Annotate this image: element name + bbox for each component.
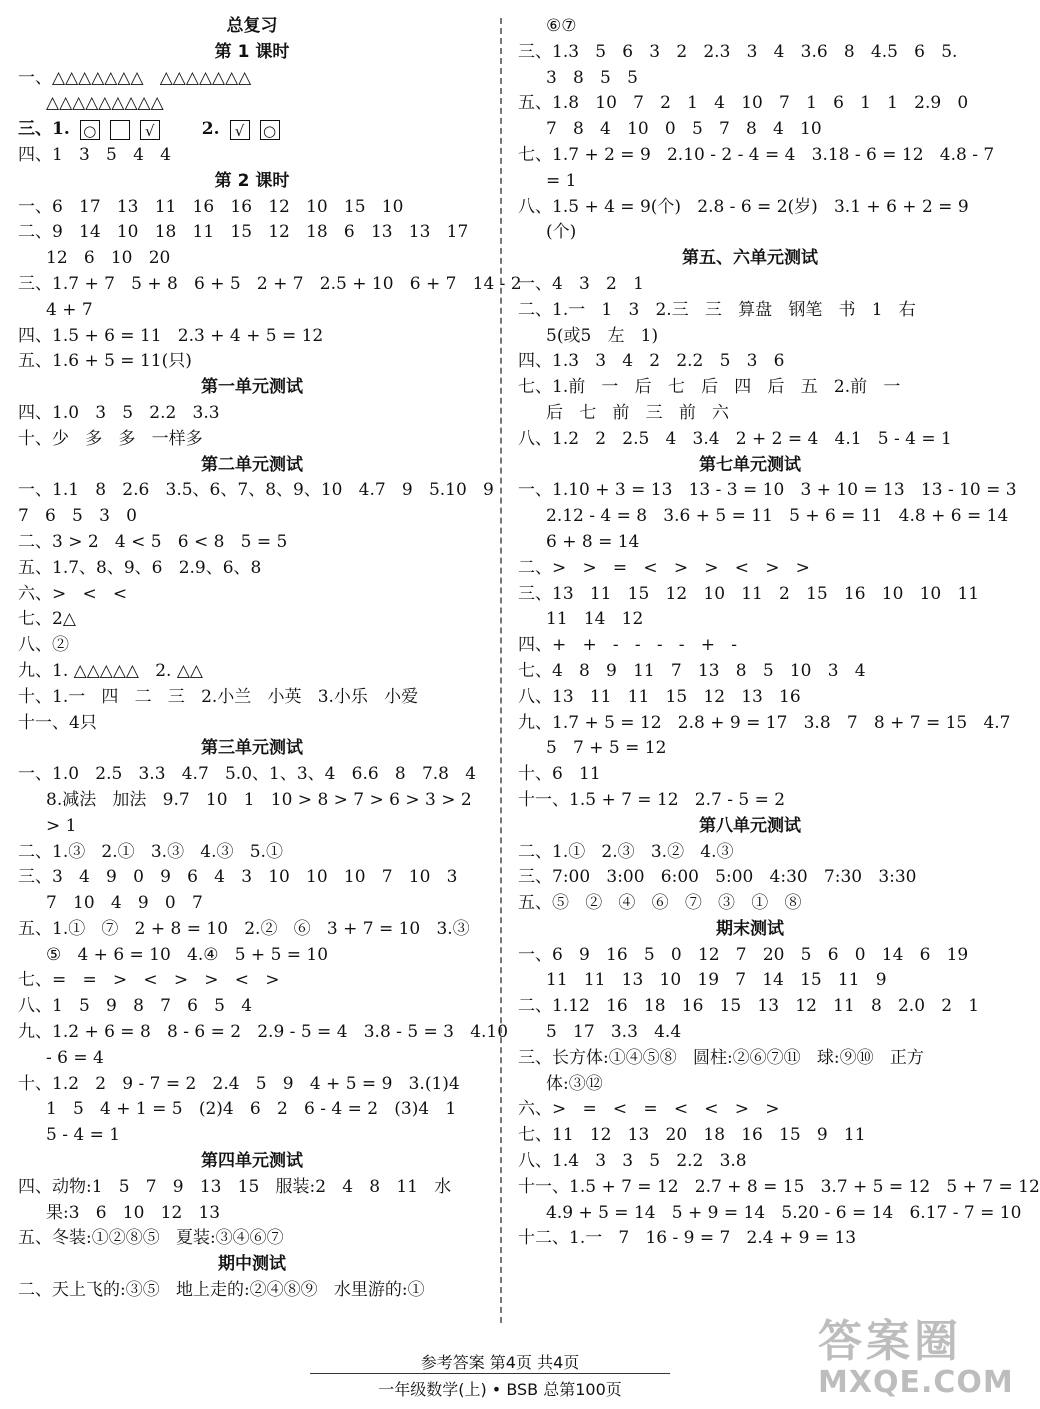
answer-line: 十、少 多 多 一样多: [18, 428, 203, 449]
footer-page-info: 参考答案 第4页 共4页: [420, 1353, 580, 1372]
answer-line: 七、= = > < > > < >: [18, 970, 280, 991]
answer-line: 十二、1.一 7 16 - 9 = 7 2.4 + 9 = 13: [518, 1228, 857, 1249]
answer-line: 八、1.5 + 4 = 9(个) 2.8 - 6 = 2(岁) 3.1 + 6 + 2 = 9: [518, 196, 969, 217]
section-heading: 第二单元测试: [201, 454, 303, 475]
section-heading: 期中测试: [218, 1254, 286, 1275]
answer-line: 六、> = < = < < > >: [518, 1099, 780, 1120]
question-label: 三、1.: [18, 119, 70, 140]
answer-line: 三、1.7 + 7 5 + 8 6 + 5 2 + 7 2.5 + 10 6 + 7 14 - 2: [18, 273, 522, 294]
answer-line: 4 + 7: [46, 299, 93, 320]
answer-line: 十、1.一 四 二 三 2.小兰 小英 3.小乐 小爱: [18, 686, 419, 707]
answer-line: 九、1. △△△△△ 2. △△: [18, 660, 203, 681]
answer-line: 三、13 11 15 12 10 11 2 15 16 10 10 11: [518, 583, 980, 604]
answer-box: ○: [80, 120, 100, 140]
answer-box: √: [140, 120, 160, 140]
answer-line: 果:3 6 10 12 13: [46, 1202, 221, 1223]
answer-line: 七、11 12 13 20 18 16 15 9 11: [518, 1125, 866, 1146]
answer-line: > 1: [46, 815, 77, 836]
footer-book-info: 一年级数学(上) • BSB 总第100页: [378, 1380, 622, 1399]
answer-line: 后 七 前 三 前 六: [546, 402, 730, 423]
answer-line: 五、⑤ ② ④ ⑥ ⑦ ③ ① ⑧: [518, 893, 802, 914]
answer-line: 五、1.6 + 5 = 11(只): [18, 351, 192, 372]
answer-line: ⑥⑦: [546, 16, 577, 36]
answer-line: 四、1.5 + 6 = 11 2.3 + 4 + 5 = 12: [18, 325, 324, 346]
section-heading: 第 2 课时: [214, 170, 290, 191]
answer-box: [110, 120, 130, 140]
answer-line: 二、1.① 2.③ 3.② 4.③: [518, 841, 734, 862]
answer-line: 四、1 3 5 4 4: [18, 144, 171, 165]
answer-line: 二、1.一 1 3 2.三 三 算盘 钢笔 书 1 右: [518, 299, 916, 320]
answer-line: 5(或5 左 1): [546, 325, 659, 346]
answer-line: 十、6 11: [518, 764, 601, 785]
answer-line: 4.9 + 5 = 14 5 + 9 = 14 5.20 - 6 = 14 6.17 - 7 = 10: [546, 1202, 1022, 1223]
answer-line: 五、冬装:①②⑧⑤ 夏装:③④⑥⑦: [18, 1228, 284, 1249]
answer-line: 6 + 8 = 14: [546, 531, 640, 552]
answer-line: 三、1.3 5 6 3 2 2.3 3 4 3.6 8 4.5 6 5.: [518, 41, 958, 62]
answer-box: ○: [260, 120, 280, 140]
answer-line: = 1: [546, 170, 577, 191]
answer-line: 八、1.4 3 3 5 2.2 3.8: [518, 1151, 747, 1172]
answer-box: √: [230, 120, 250, 140]
left-column: [18, 14, 522, 1304]
answer-line: 六、> < <: [18, 583, 128, 604]
answer-line: ⑤ 4 + 6 = 10 4.④ 5 + 5 = 10: [46, 944, 329, 965]
answer-line: 三、长方体:①④⑤⑧ 圆柱:②⑥⑦⑪ 球:⑨⑩ 正方: [518, 1047, 924, 1068]
section-heading: 第八单元测试: [699, 815, 801, 836]
answer-line: 三、7:00 3:00 6:00 5:00 4:30 7:30 3:30: [518, 867, 917, 888]
section-heading: 第一单元测试: [201, 377, 303, 398]
answer-line: 二、3 > 2 4 < 5 6 < 8 5 = 5: [18, 531, 288, 552]
answer-line: 7 10 4 9 0 7: [46, 893, 203, 914]
answer-line: - 6 = 4: [46, 1047, 104, 1068]
answer-line: 一、4 3 2 1: [518, 273, 644, 294]
answer-line: 九、1.7 + 5 = 12 2.8 + 9 = 17 3.8 7 8 + 7 = 15 4.7: [518, 712, 1011, 733]
answer-line: 7 8 4 10 0 5 7 8 4 10: [546, 119, 822, 140]
answer-line: 体:③⑫: [546, 1073, 603, 1094]
answer-line: 八、13 11 11 15 12 13 16: [518, 686, 801, 707]
answer-line: 二、> > = < > > < > >: [518, 557, 810, 578]
watermark-text: 答案圈: [818, 1316, 962, 1367]
answer-line: 12 6 10 20: [46, 248, 171, 269]
answer-line: 二、1.③ 2.① 3.③ 4.③ 5.①: [18, 841, 283, 862]
answer-line: 一、6 17 13 11 16 16 12 10 15 10: [18, 196, 404, 217]
answer-line: 八、②: [18, 635, 69, 656]
answer-line: 四、1.3 3 4 2 2.2 5 3 6: [518, 351, 785, 372]
column-divider: [500, 18, 502, 1323]
answer-line: 11 11 13 10 19 7 14 15 11 9: [546, 970, 887, 991]
section-heading: 期末测试: [716, 918, 784, 939]
answer-line: 七、1.7 + 2 = 9 2.10 - 2 - 4 = 4 3.18 - 6 = 12 4.8 - 7: [518, 144, 995, 165]
answer-line: 四、+ + - - - - + -: [518, 635, 737, 656]
section-heading: 第三单元测试: [201, 738, 303, 759]
section-heading: 第 1 课时: [214, 41, 290, 62]
section-heading: 总复习: [226, 16, 278, 36]
answer-line: 2.12 - 4 = 8 3.6 + 5 = 11 5 + 6 = 11 4.8 + 6 = 14: [546, 506, 1009, 527]
answer-line: 一、1.10 + 3 = 13 13 - 3 = 10 3 + 10 = 13 13 - 10 = 3: [518, 480, 1017, 501]
answer-line: 二、9 14 10 18 11 15 12 18 6 13 13 17: [18, 222, 469, 243]
answer-line: 五、1.8 10 7 2 1 4 10 7 1 6 1 1 2.9 0: [518, 93, 969, 114]
answer-line: 一、1.1 8 2.6 3.5、6、7、8、9、10 4.7 9 5.10 9: [18, 480, 494, 501]
answer-line: 3 8 5 5: [546, 67, 638, 88]
section-heading: 第四单元测试: [201, 1151, 303, 1172]
answer-line: △△△△△△△△△: [46, 93, 164, 114]
answer-line: 五、1.① ⑦ 2 + 8 = 10 2.② ⑥ 3 + 7 = 10 3.③: [18, 918, 470, 939]
answer-line: 二、天上飞的:③⑤ 地上走的:②④⑧⑨ 水里游的:①: [18, 1280, 425, 1301]
answer-line: 一、△△△△△△△ △△△△△△△: [18, 67, 252, 88]
answer-line: 四、动物:1 5 7 9 13 15 服装:2 4 8 11 水: [18, 1176, 452, 1197]
answer-line: 九、1.2 + 6 = 8 8 - 6 = 2 2.9 - 5 = 4 3.8 - 5 = 3 4.10: [18, 1022, 509, 1043]
answer-line: 5 - 4 = 1: [46, 1125, 121, 1146]
answer-line: 5 17 3.3 4.4: [546, 1022, 682, 1043]
answer-line: 7 6 5 3 0: [18, 506, 137, 527]
answer-line: 十一、4只: [18, 712, 97, 733]
answer-line: 一、1.0 2.5 3.3 4.7 5.0、1、3、4 6.6 8 7.8 4: [18, 764, 477, 785]
answer-line: 五、1.7、8、9、6 2.9、6、8: [18, 557, 262, 578]
answer-line: 七、2△: [18, 609, 76, 630]
answer-line: 5 7 + 5 = 12: [546, 738, 667, 759]
answer-line: 1 5 4 + 1 = 5 (2)4 6 2 6 - 4 = 2 (3)4 1: [46, 1099, 457, 1120]
answer-line: 二、1.12 16 18 16 15 13 12 11 8 2.0 2 1: [518, 996, 980, 1017]
answer-line: 七、1.前 一 后 七 后 四 后 五 2.前 一: [518, 377, 901, 398]
answer-line: 七、4 8 9 11 7 13 8 5 10 3 4: [518, 660, 866, 681]
watermark-url: MXQE.COM: [818, 1365, 1014, 1400]
answer-line: 八、1 5 9 8 7 6 5 4: [18, 996, 253, 1017]
section-heading: 第五、六单元测试: [682, 248, 818, 269]
answer-line: 一、6 9 16 5 0 12 7 20 5 6 0 14 6 19: [518, 944, 969, 965]
answer-line: 四、1.0 3 5 2.2 3.3: [18, 402, 220, 423]
footer-rule: [310, 1373, 670, 1374]
answer-line: 八、1.2 2 2.5 4 3.4 2 + 2 = 4 4.1 5 - 4 = 1: [518, 428, 952, 449]
answer-line: (个): [546, 222, 577, 243]
answer-line-checkboxes: [18, 117, 486, 143]
answer-line: 三、3 4 9 0 9 6 4 3 10 10 10 7 10 3: [18, 867, 458, 888]
watermark-logo: [818, 1316, 1014, 1408]
answer-line: 十、1.2 2 9 - 7 = 2 2.4 5 9 4 + 5 = 9 3.(1)4: [18, 1073, 460, 1094]
answer-line: 11 14 12: [546, 609, 644, 630]
answer-line: 十一、1.5 + 7 = 12 2.7 - 5 = 2: [518, 789, 786, 810]
question-label: 2.: [201, 119, 220, 140]
answer-line: 8.减法 加法 9.7 10 1 10 > 8 > 7 > 6 > 3 > 2: [46, 789, 472, 810]
section-heading: 第七单元测试: [699, 454, 801, 475]
right-column: [518, 14, 1040, 1252]
answer-line: 十一、1.5 + 7 = 12 2.7 + 8 = 15 3.7 + 5 = 12 5 + 7 = 12: [518, 1176, 1040, 1197]
